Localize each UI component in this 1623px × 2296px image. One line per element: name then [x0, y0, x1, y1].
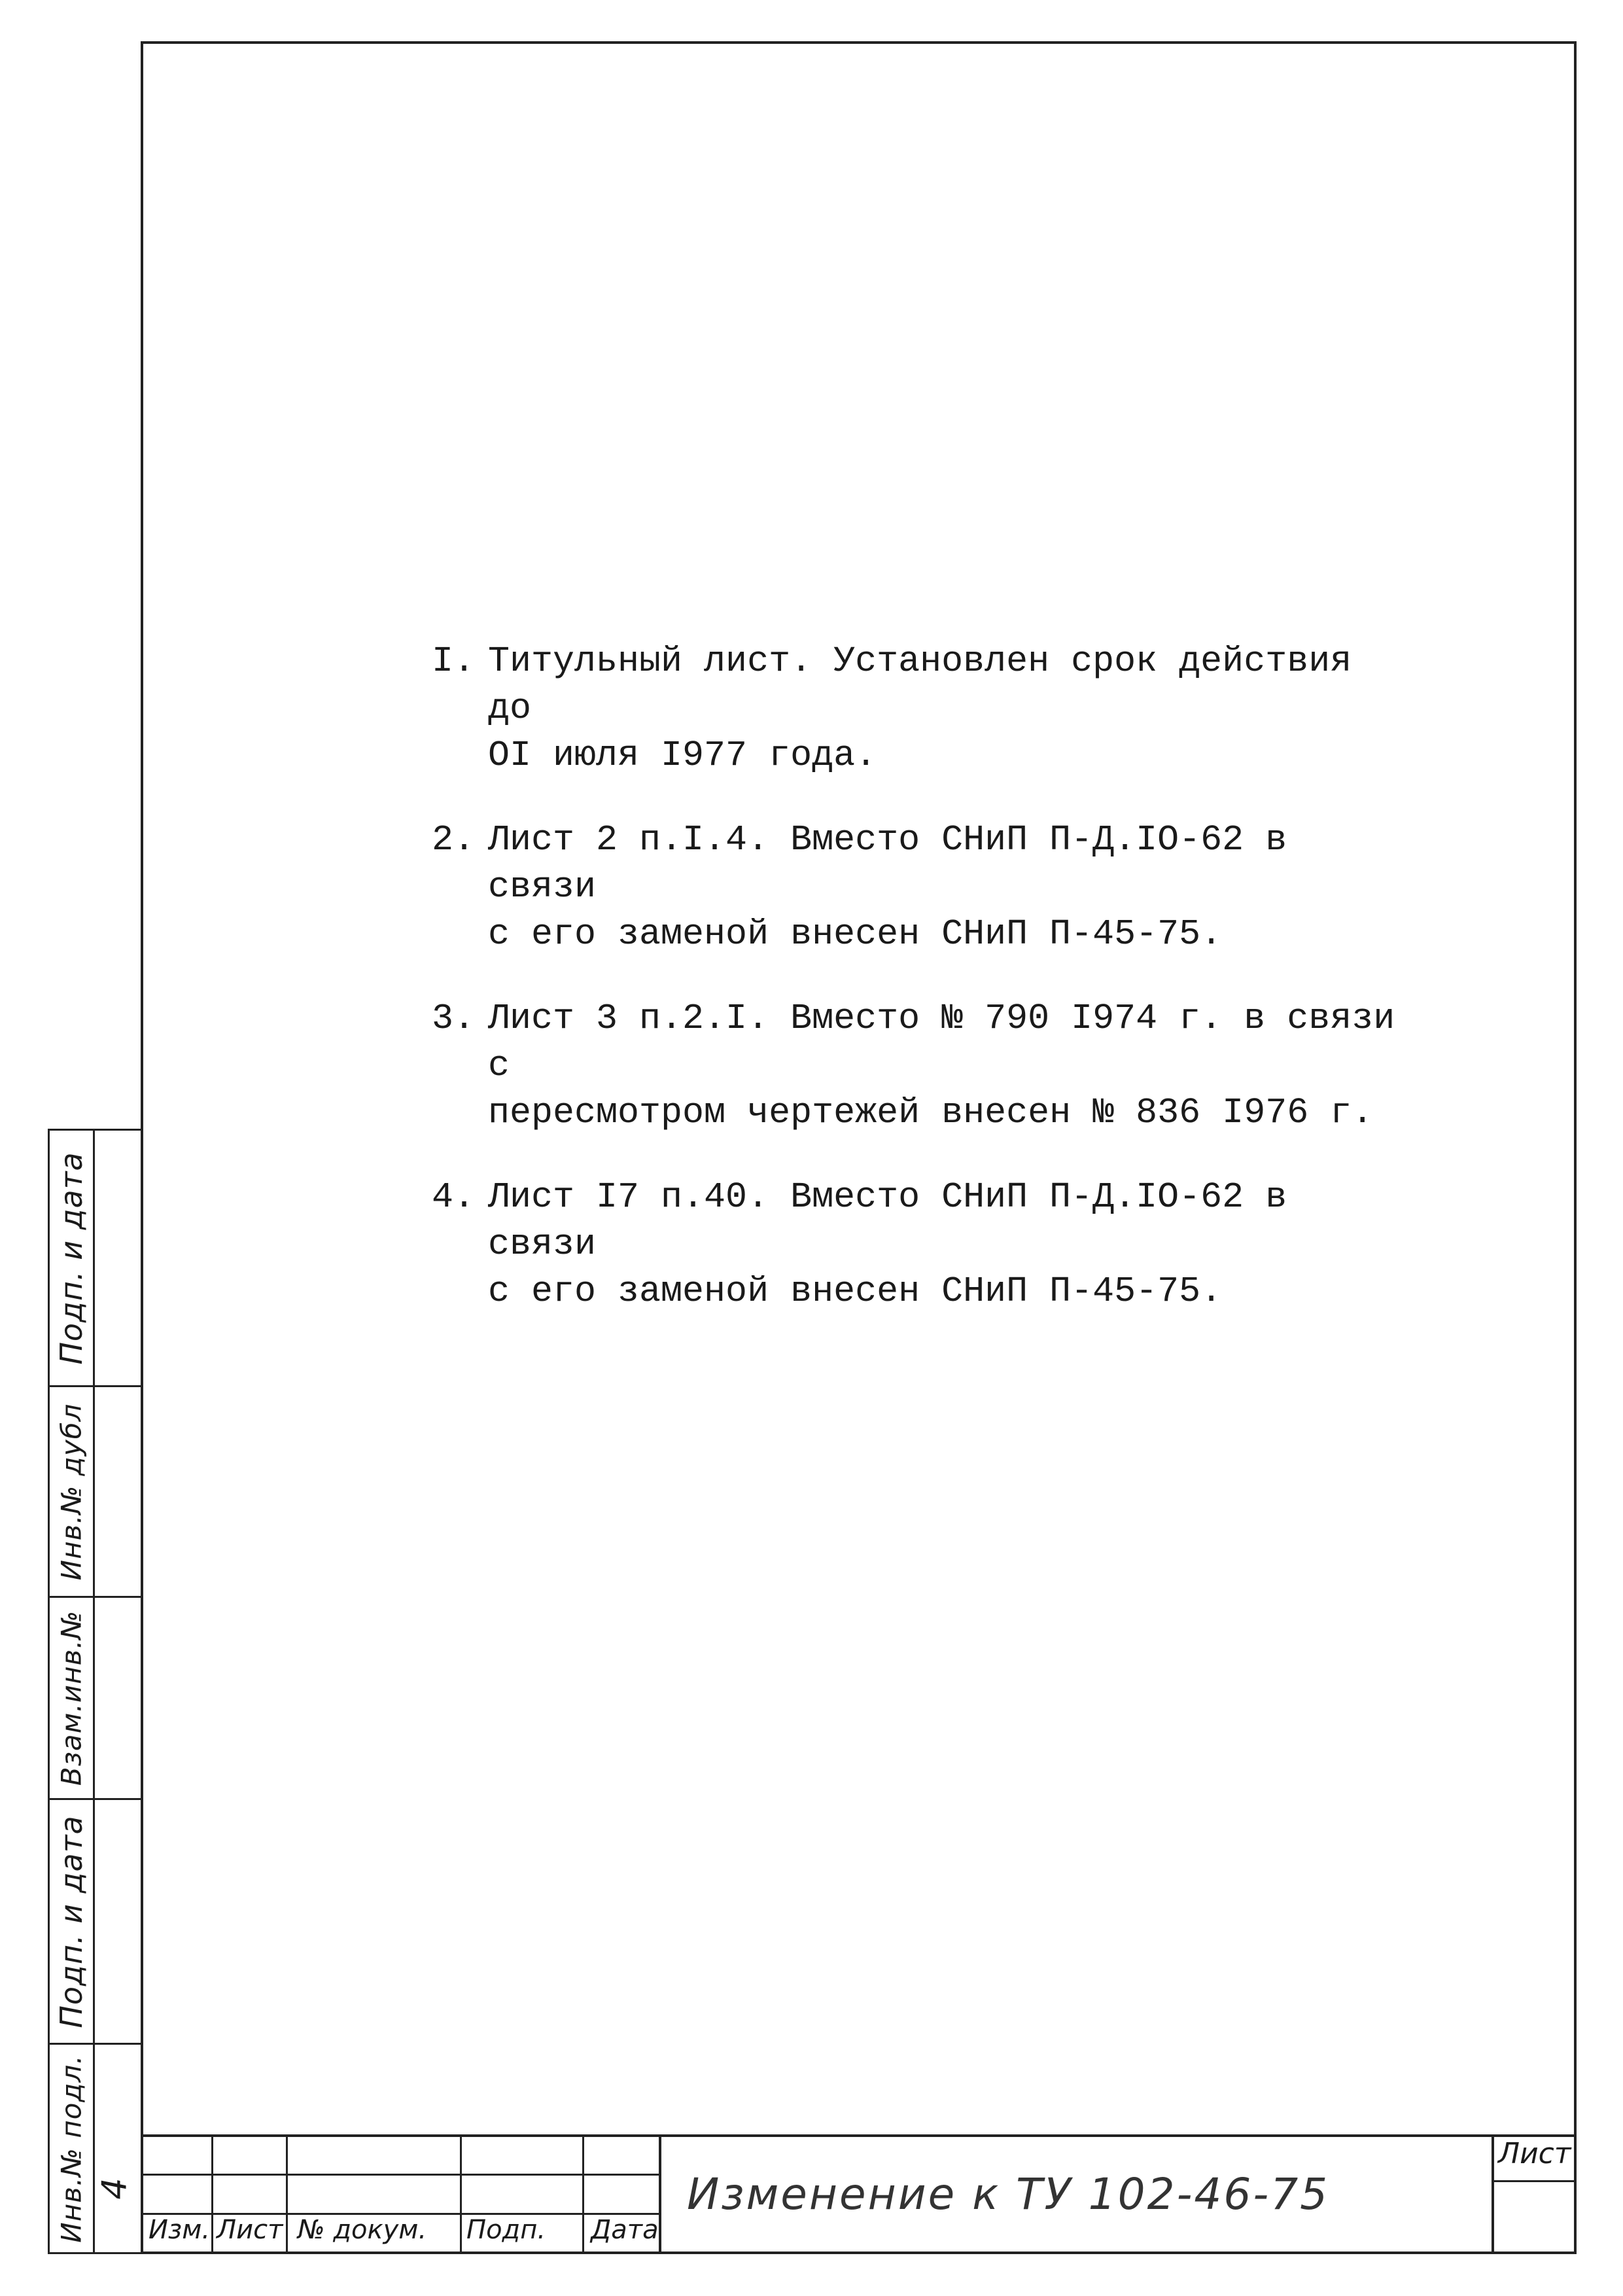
- vzam-inv-cell: [48, 1596, 143, 1800]
- col-podp-label: Подп.: [466, 2215, 546, 2245]
- item-text-continued: с его заменой внесен СНиП П-45-75.: [488, 1271, 1223, 1312]
- vzam-inv-label: Взам.инв.№: [55, 1610, 88, 1786]
- col-dokum-label: № докум.: [298, 2215, 427, 2245]
- item-number: 4.: [432, 1176, 476, 1218]
- list-item: [419, 817, 1400, 958]
- col-data-label: Дата: [591, 2215, 659, 2245]
- inv-podl-value: 4: [95, 2178, 135, 2200]
- item-text: Лист 3 п.2.I. Вместо № 790 I974 г. в связи с: [488, 998, 1395, 1086]
- item-text-continued: пересмотром чертежей внесен № 836 I976 г.: [488, 1092, 1374, 1133]
- item-text: Лист I7 п.40. Вместо СНиП П-Д.IO-62 в связи: [488, 1176, 1287, 1265]
- side-stamp-table: [48, 1129, 143, 2254]
- item-text: Титульный лист. Установлен срок действия до: [488, 641, 1352, 729]
- col-izm-label: Изм.: [148, 2215, 211, 2245]
- inv-dubl-label: Инв.№ дубл: [55, 1403, 88, 1580]
- podp-i-data-label-2: Подп. и дата: [54, 1814, 90, 2028]
- item-text: Лист 2 п.I.4. Вместо СНиП П-Д.IO-62 в связи: [488, 819, 1287, 908]
- podp-i-data-label: Подп. и дата: [54, 1151, 90, 1365]
- inv-dubl-cell: [48, 1385, 143, 1598]
- item-number: 3.: [432, 998, 476, 1039]
- col-list-label: Лист: [217, 2215, 283, 2245]
- podp-i-data-cell: [48, 1129, 143, 1387]
- item-text-continued: OI июля I977 года.: [488, 735, 877, 776]
- podp-i-data-cell-2: [48, 1798, 143, 2045]
- list-item: [419, 995, 1400, 1137]
- inv-podl-cell: [48, 2043, 143, 2254]
- item-number: I.: [432, 641, 476, 682]
- inv-podl-label: Инв.№ подл.: [55, 2054, 88, 2243]
- sheet-label: Лист: [1498, 2137, 1571, 2170]
- list-item: [419, 1174, 1400, 1315]
- changes-list: [419, 638, 1400, 1352]
- document-code: Изменение к ТУ 102-46-75: [687, 2169, 1330, 2219]
- item-text-continued: с его заменой внесен СНиП П-45-75.: [488, 913, 1223, 955]
- item-number: 2.: [432, 819, 476, 860]
- list-item: [419, 638, 1400, 779]
